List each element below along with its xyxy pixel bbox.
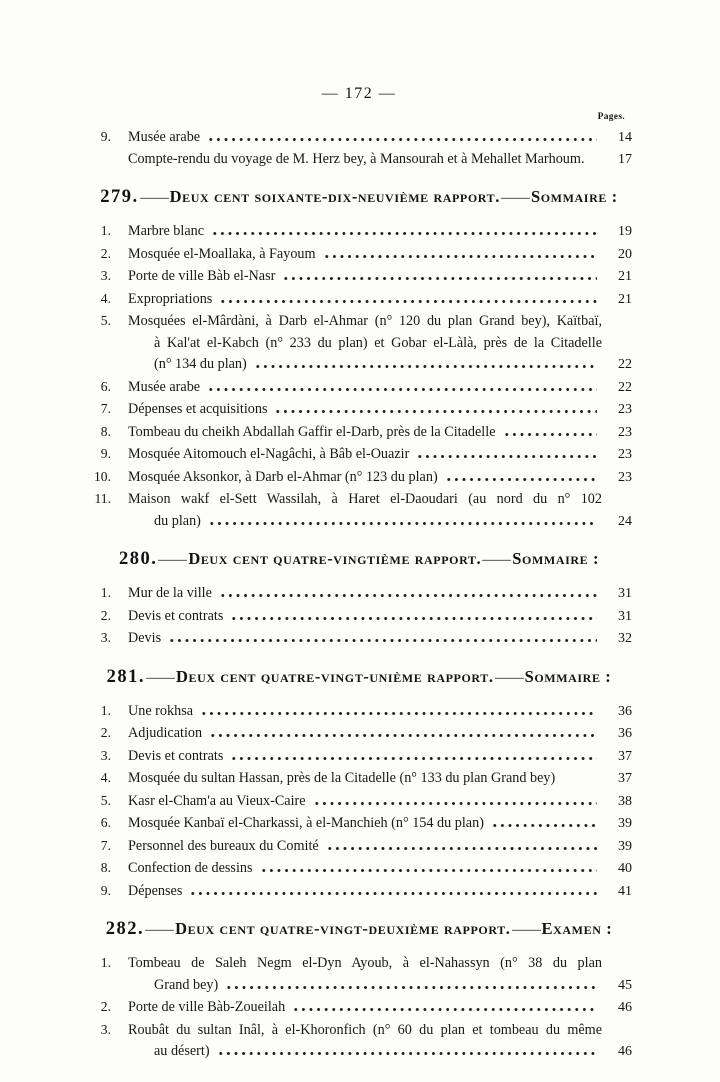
toc-entry-line [86, 835, 632, 858]
heading-dash: — [494, 669, 524, 686]
toc-entry [86, 767, 632, 790]
entry-page-number: 38 [618, 793, 632, 809]
dot-leader [225, 986, 597, 989]
dot-leader [207, 388, 597, 391]
toc-entry-line [86, 265, 632, 288]
toc-entry-line [86, 149, 632, 171]
entry-text: Tombeau de Saleh Negm el-Dyn Ayoub, à el-Nahassyn (n° 38 du plan [128, 955, 602, 971]
entry-number: 6. [100, 815, 111, 830]
entry-number: 3. [100, 268, 111, 283]
toc-entry [86, 126, 632, 149]
entry-text: Compte-rendu du voyage de M. Herz bey, à Mansourah et à Mehallet Marhoum. [128, 150, 585, 167]
toc-entry-line [86, 767, 632, 790]
dot-leader [208, 522, 597, 525]
section-report-type: Sommaire : [530, 187, 618, 206]
dot-leader [503, 433, 598, 436]
toc-entry-line [86, 421, 632, 444]
entry-page-number: 19 [618, 224, 632, 239]
toc-entry [86, 288, 632, 311]
entry-text: Devis et contrats [128, 607, 224, 624]
entry-text: Porte de ville Bàb-Zoueilah [128, 999, 286, 1015]
entry-text: Kasr el-Cham'a au Vieux-Caire [128, 792, 306, 809]
toc-entry [86, 466, 632, 489]
dot-leader [230, 757, 597, 760]
toc-entry-line [86, 857, 632, 880]
entry-page-number: 22 [618, 379, 632, 395]
toc-entry [86, 627, 632, 650]
entry-number: 6. [100, 378, 111, 394]
dot-leader [217, 1052, 597, 1055]
entry-text: Mosquée Aitomouch el-Nagâchi, à Bâb el-Ouazir [128, 446, 410, 462]
entry-text: à Kal'at el-Kabch (n° 233 du plan) et Gobar el-Làlà, près de la Citadelle [154, 334, 602, 351]
entry-number: 1. [100, 585, 111, 600]
entry-number: 1. [100, 223, 111, 238]
toc-entry [86, 398, 632, 421]
heading-dash: — [511, 922, 541, 938]
entry-number: 4. [100, 290, 111, 306]
entry-page-number: 36 [618, 726, 632, 741]
entry-number: 3. [100, 1021, 111, 1037]
dot-leader [189, 892, 597, 895]
toc-entry [86, 443, 632, 466]
entry-text: Adjudication [128, 725, 203, 741]
entry-number: 9. [100, 446, 111, 461]
entry-page-number: 14 [618, 130, 632, 145]
toc-entry-line [86, 220, 632, 243]
heading-dash: — [501, 190, 530, 206]
entry-text: Une rokhsa [128, 702, 194, 719]
entry-text: Dépenses et acquisitions [128, 401, 268, 417]
entry-number: 5. [100, 792, 111, 808]
entry-number: 7. [100, 837, 111, 853]
dot-leader [491, 824, 597, 827]
section-report-title: Deux cent quatre-vingt-deuxième rapport. [175, 919, 511, 938]
toc-entry-line [86, 511, 632, 533]
dot-leader [592, 160, 598, 163]
entry-page-number: 21 [618, 269, 632, 284]
toc-entry-line [86, 443, 632, 466]
toc-entry-line [86, 722, 632, 745]
toc-entry [86, 243, 632, 266]
entry-number: 7. [100, 401, 111, 416]
entry-text: Tombeau du cheikh Abdallah Gaffir el-Darb, près de la Citadelle [128, 423, 496, 440]
entry-page-number: 22 [618, 357, 632, 372]
entry-text: Musée arabe [128, 378, 201, 395]
entry-text: Mur de la ville [128, 585, 212, 601]
toc-entry-line [86, 790, 632, 813]
entry-text: Confection de dessins [128, 860, 253, 876]
dot-leader [211, 232, 597, 235]
toc-entry-line [86, 745, 632, 768]
entry-text: Devis et contrats [128, 747, 224, 764]
section-heading [86, 664, 632, 691]
entry-text: Personnel des bureaux du Comité [128, 837, 319, 854]
dot-leader [326, 847, 597, 850]
section-heading [86, 184, 632, 211]
dot-leader [230, 617, 597, 620]
toc-entry-line [86, 376, 632, 399]
entry-number: 1. [100, 955, 111, 970]
section-report-title: Deux cent soixante-dix-neuvième rapport. [169, 187, 500, 206]
entry-number: 10. [94, 468, 111, 484]
toc-entry-line [86, 288, 632, 311]
section-report-title: Deux cent quatre-vingtième rapport. [188, 549, 482, 568]
dot-leader [219, 594, 597, 597]
section-heading [86, 546, 632, 573]
entry-number: 3. [100, 747, 111, 763]
entry-number: 9. [100, 129, 111, 144]
toc-entry-line [86, 126, 632, 149]
toc-entry-line [86, 605, 632, 628]
toc-entry-line [86, 975, 632, 997]
toc-entry [86, 149, 632, 171]
dot-leader [219, 300, 597, 303]
entry-text: au désert) [154, 1043, 210, 1059]
section-report-type: Sommaire : [524, 666, 612, 686]
entry-number: 5. [100, 313, 111, 328]
entry-page-number: 23 [618, 447, 632, 462]
entry-text: Dépenses [128, 882, 183, 899]
dot-leader [260, 869, 597, 872]
toc-entry [86, 605, 632, 628]
entry-text: (n° 134 du plan) [154, 356, 247, 372]
toc-entry-line [86, 582, 632, 605]
entry-number: 9. [100, 882, 111, 898]
entry-page-number: 37 [618, 771, 632, 786]
pages-column-label: Pages. [597, 112, 625, 122]
toc-entry-line [86, 466, 632, 489]
entry-text: Mosquées el-Mârdàni, à Darb el-Ahmar (n° 120 du plan Grand bey), Kaïtbaï, [128, 313, 602, 329]
section-report-type: Examen : [541, 919, 613, 938]
entry-page-number: 31 [618, 586, 632, 601]
entry-number: 8. [100, 423, 111, 439]
dot-leader [313, 802, 597, 805]
toc-entry-line [86, 996, 632, 1019]
toc-entry-line [86, 627, 632, 650]
entry-page-number: 41 [618, 883, 632, 899]
section-report-number: 282. [105, 919, 145, 939]
toc-entry-line [86, 880, 632, 903]
toc-entry-line [86, 354, 632, 376]
entry-text: Roubât du sultan Inâl, à el-Khoronfich (n° 60 du plan et tombeau du même [128, 1021, 602, 1038]
dot-leader [274, 410, 597, 413]
entry-page-number: 46 [618, 1044, 632, 1059]
entry-number: 11. [94, 491, 111, 506]
entry-page-number: 32 [618, 631, 632, 646]
toc-entry-line [86, 333, 632, 355]
entry-number: 2. [100, 725, 111, 740]
entry-text: Devis [128, 630, 162, 646]
entry-number: 3. [100, 630, 111, 645]
entry-number: 8. [100, 860, 111, 875]
section-report-number: 281. [106, 666, 145, 687]
toc-entry [86, 265, 632, 288]
entry-number: 2. [100, 245, 111, 261]
section-report-number: 280. [118, 549, 158, 569]
toc-entry [86, 488, 632, 532]
entry-page-number: 21 [618, 291, 632, 307]
section-report-type: Sommaire : [512, 549, 600, 568]
entry-text: Mosquée Kanbaï el-Charkassi, à el-Manchieh (n° 154 du plan) [128, 815, 484, 831]
toc-entry [86, 790, 632, 813]
entry-page-number: 24 [618, 513, 632, 529]
dot-leader [445, 478, 597, 481]
entry-page-number: 17 [618, 151, 632, 167]
dot-leader [254, 365, 597, 368]
toc-entry [86, 812, 632, 835]
heading-dash: — [158, 552, 188, 568]
entry-page-number: 31 [618, 608, 632, 624]
entry-number: 2. [100, 999, 111, 1014]
entry-text: Mosquée du sultan Hassan, près de la Citadelle (n° 133 du plan Grand bey) [128, 770, 556, 786]
toc-entry [86, 376, 632, 399]
toc-entry [86, 745, 632, 768]
entry-page-number: 23 [618, 469, 632, 485]
dot-leader [209, 734, 597, 737]
entry-page-number: 20 [618, 246, 632, 262]
section-report-title: Deux cent quatre-vingt-unième rapport. [175, 666, 494, 686]
entry-page-number: 40 [618, 861, 632, 876]
toc-entry [86, 857, 632, 880]
entry-text: Grand bey) [154, 976, 219, 993]
entry-number: 1. [100, 702, 111, 718]
entry-page-number: 23 [618, 424, 632, 440]
entry-number: 4. [100, 770, 111, 785]
toc-entry [86, 700, 632, 723]
toc-entry [86, 880, 632, 903]
toc-entry [86, 835, 632, 858]
toc-entry-line [86, 488, 632, 511]
heading-dash: — [145, 922, 174, 938]
toc-entry [86, 952, 632, 996]
toc-list [86, 126, 632, 1063]
toc-entry [86, 1019, 632, 1063]
entry-number: 2. [100, 607, 111, 623]
heading-dash: — [146, 669, 175, 686]
toc-entry [86, 582, 632, 605]
dot-leader [323, 255, 597, 258]
dot-leader [207, 138, 597, 141]
entry-page-number: 39 [618, 838, 632, 854]
entry-page-number: 46 [618, 1000, 632, 1015]
entry-page-number: 36 [618, 703, 632, 719]
dot-leader [200, 712, 597, 715]
entry-page-number: 45 [618, 977, 632, 993]
entry-page-number: 37 [618, 748, 632, 764]
section-heading [86, 916, 632, 943]
dot-leader [282, 277, 597, 280]
heading-dash: — [139, 190, 169, 206]
toc-entry-line [86, 1041, 632, 1063]
heading-dash: — [482, 552, 512, 568]
dot-leader [292, 1008, 597, 1011]
toc-entry [86, 996, 632, 1019]
entry-text: Expropriations [128, 290, 213, 307]
dot-leader [168, 639, 597, 642]
toc-entry-line [86, 812, 632, 835]
toc-entry-line [86, 243, 632, 266]
toc-entry [86, 722, 632, 745]
toc-entry-line [86, 1019, 632, 1042]
toc-entry [86, 421, 632, 444]
entry-page-number: 23 [618, 402, 632, 417]
entry-text: Mosquée el-Moallaka, à Fayoum [128, 245, 316, 262]
toc-entry [86, 310, 632, 376]
dot-leader [562, 779, 597, 782]
section-report-number: 279. [100, 187, 139, 207]
entry-text: du plan) [154, 512, 201, 529]
toc-entry-line [86, 700, 632, 723]
entry-text: Marbre blanc [128, 223, 205, 239]
running-head-page-number: — 172 — [321, 85, 397, 102]
dot-leader [416, 455, 597, 458]
entry-page-number: 39 [618, 816, 632, 831]
entry-text: Mosquée Aksonkor, à Darb el-Ahmar (n° 123 du plan) [128, 468, 438, 485]
entry-text: Musée arabe [128, 129, 201, 145]
toc-entry-line [86, 310, 632, 333]
entry-text: Porte de ville Bàb el-Nasr [128, 268, 276, 284]
toc-entry-line [86, 398, 632, 421]
toc-entry-line [86, 952, 632, 975]
toc-entry [86, 220, 632, 243]
entry-text: Maison wakf el-Sett Wassilah, à Haret el-Daoudari (au nord du n° 102 [128, 491, 602, 507]
